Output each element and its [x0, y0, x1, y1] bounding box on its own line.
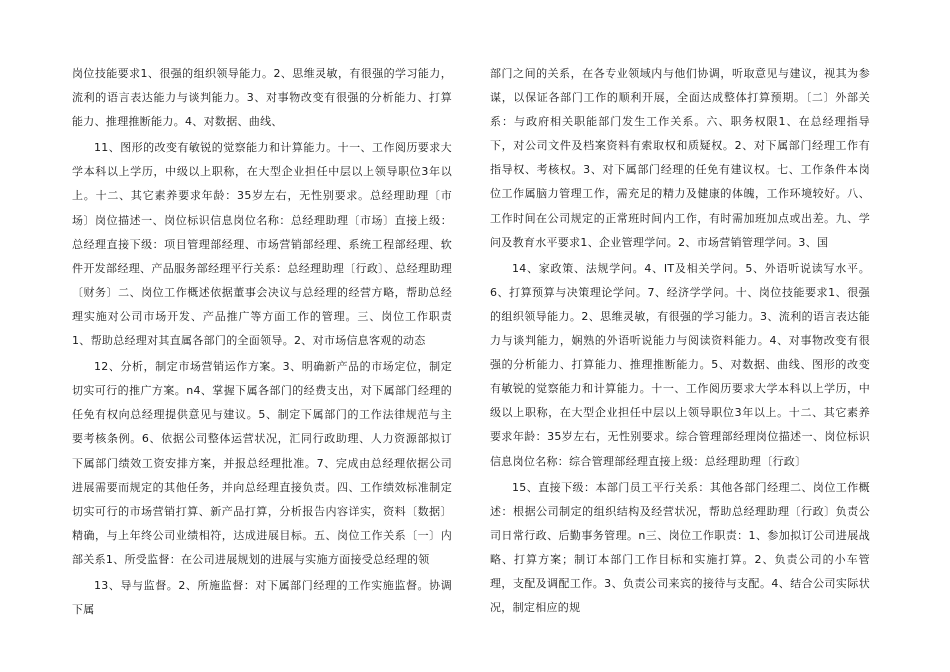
paragraph: 岗位技能要求1、很强的组织领导能力。2、思维灵敏，有很强的学习能力，流利的语言表达能力与谈判能力。3、对事物改变有很强的分析能力、打算能力、推理推断能力。4、对数据、曲线、: [72, 67, 452, 129]
paragraph-15: 15、直接下级：本部门员工平行关系：其他各部门经理二、岗位工作概述：根据公司制定的组织结构及经营状况，帮助总经理助理〔行政〕负责公司日常行政、后勤事务管理。n三、岗位工作职责：1、参加拟订公司进展战略、打算方案；制订本部门工作目标和实施打算。2、负责公司的小车管理，支配及调配工作。3、负责公司来宾的接待与支配。4、结合公司实际状况，制定相应的规: [490, 480, 870, 615]
paragraph-11: 11、图形的改变有敏锐的觉察能力和计算能力。十一、工作阅历要求大学本科以上学历，中级以上职称，在大型企业担任中层以上领导职位3年以上。十二、其它素养要求年龄：35岁左右，无性别要求。总经理助理〔市场〕岗位描述一、岗位标识信息岗位名称：总经理助理〔市场〕直接上级：总经理直接下级：项目管理部经理、市场营销部经理、系统工程部经理、软件开发部经理、产品服务部经理平行关系：总经理助理〔行政〕、总经理助理〔财务〕二、岗位工作概述依据董事会决议与总经理的经营方略，帮助总经理实施对公司市场开发、产品推广等方面工作的管理。三、岗位工作职责1、帮助总经理对其直属各部门的全面领导。2、对市场信息客观的动态: [72, 141, 452, 348]
left-column: [72, 62, 452, 622]
paragraph-14: 14、家政策、法规学问。4、IT及相关学问。5、外语听说读写水平。6、打算预算与决策理论学问。7、经济学学问。十、岗位技能要求1、很强的组织领导能力。2、思维灵敏，有很强的学习能力。3、流利的语言表达能力与谈判能力，娴熟的外语听说能力与阅读资料能力。4、对事物改变有很强的分析能力、打算能力、推理推断能力。5、对数据、曲线、图形的改变有敏锐的觉察能力和计算能力。十一、工作阅历要求大学本科以上学历，中级以上职称，在大型企业担任中层以上领导职位3年以上。十二、其它素养要求年龄：35岁左右，无性别要求。综合管理部经理岗位描述一、岗位标识信息岗位名称：综合管理部经理直接上级：总经理助理〔行政〕: [490, 261, 870, 468]
paragraph-13: 13、导与监督。2、所施监督：对下属部门经理的工作实施监督。协调下属: [72, 578, 452, 617]
paragraph: 部门之间的关系，在各专业领域内与他们协调，听取意见与建议，视其为参谋，以保证各部门工作的顺利开展，全面达成整体打算预期。〔二〕外部关系：与政府相关职能部门发生工作关系。六、职务权限1、在总经理指导下，对公司文件及档案资料有索取权和质疑权。2、对下属部门经理工作有指导权、考核权。3、对下属部门经理的任免有建议权。七、工作条件本岗位工作属脑力管理工作，需充足的精力及健康的体魄，工作环境较好。八、工作时间在公司规定的正常班时间内工作，有时需加班加点或出差。九、学问及教育水平要求1、企业管理学问。2、市场营销管理学问。3、国: [490, 67, 870, 249]
right-column: [490, 62, 870, 620]
paragraph-12: 12、分析，制定市场营销运作方案。3、明确新产品的市场定位，制定切实可行的推广方案。n4、掌握下属各部门的经费支出，对下属部门经理的任免有权向总经理提供意见与建议。5、制定下属部门的工作法律规范与主要考核条例。6、依据公司整体运营状况，汇同行政助理、人力资源部拟订下属部门绩效工资安排方案，并报总经理批准。7、完成由总经理依据公司进展需要而规定的其他任务，并向总经理直接负责。四、工作绩效标准制定切实可行的市场营销打算、新产品打算，分析报告内容详实，资料〔数据〕精确，与上年终公司业绩相符，达成进展目标。五、岗位工作关系〔一〕内部关系1、所受监督：在公司进展规划的进展与实施方面接受总经理的领: [72, 360, 452, 566]
